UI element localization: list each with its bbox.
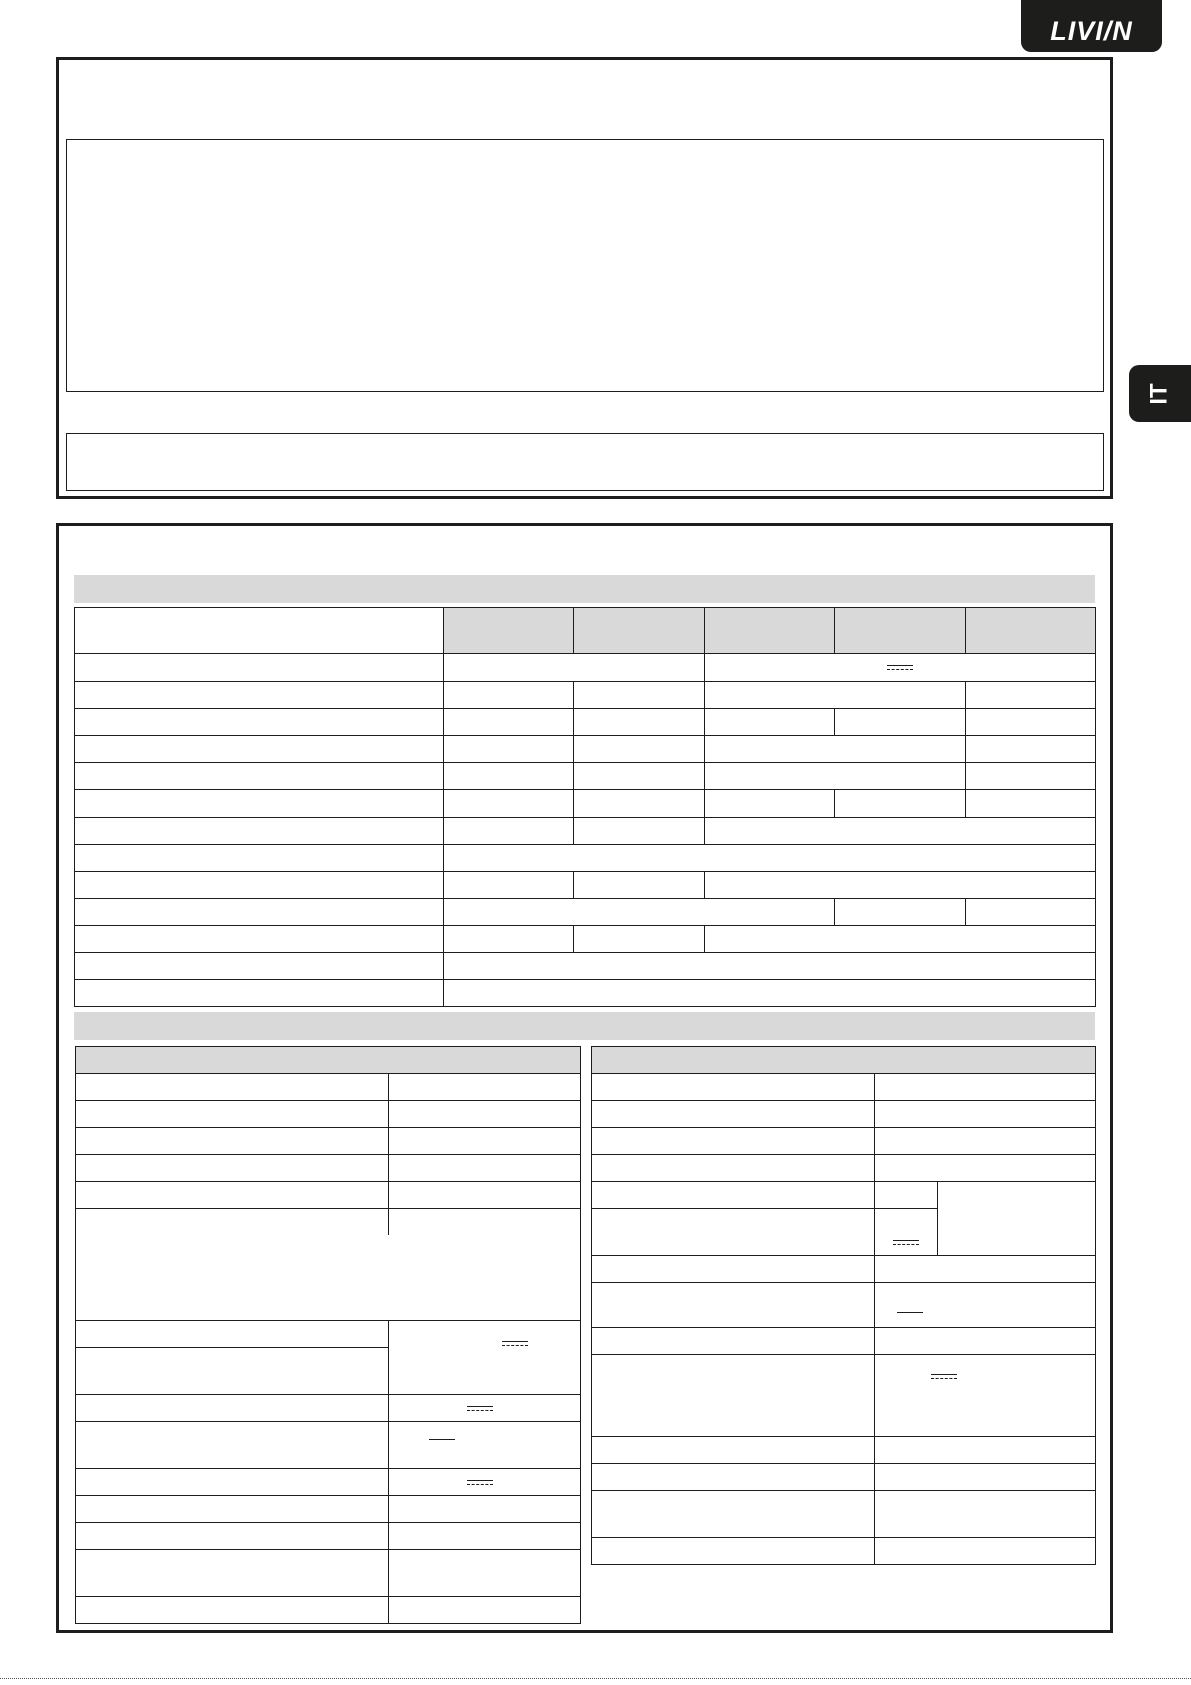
table-cell: [76, 1128, 389, 1155]
table-cell: [389, 1550, 581, 1597]
left-table-header: [76, 1047, 581, 1074]
table-row: [76, 1422, 581, 1469]
table-cell: [835, 709, 966, 736]
table-cell: [875, 1101, 1096, 1128]
table-cell: [705, 654, 1096, 682]
table-cell: [76, 1523, 389, 1550]
table-cell: [75, 682, 444, 709]
dc-current-icon: [893, 1240, 919, 1246]
table-row: [76, 1469, 581, 1496]
table-cell: [875, 1155, 1096, 1182]
table-row: [592, 1256, 1096, 1283]
table-row: [76, 1047, 581, 1074]
table-cell: [76, 1155, 389, 1182]
table-cell: [444, 818, 574, 845]
table-cell: [389, 1469, 581, 1496]
left-specs-table: [75, 1046, 581, 1624]
table-cell: [574, 709, 705, 736]
table-cell: [76, 1348, 389, 1395]
table-row: [592, 1328, 1096, 1355]
table-cell: [966, 790, 1096, 818]
table-row: [592, 1491, 1096, 1538]
table-row: [76, 1101, 581, 1128]
table-cell: [75, 709, 444, 736]
table-cell: [705, 790, 835, 818]
table-cell: [444, 899, 835, 926]
table-cell: [76, 1597, 389, 1624]
table-cell: [875, 1538, 1096, 1565]
table-cell: [389, 1101, 581, 1128]
table-row: [592, 1128, 1096, 1155]
table-cell: [389, 1523, 581, 1550]
table-cell: [76, 1550, 389, 1597]
table-row: [592, 1074, 1096, 1101]
table-cell: [574, 926, 705, 953]
upper-bottom-box: [66, 433, 1104, 491]
table-cell: [75, 736, 444, 763]
table-cell: [966, 709, 1096, 736]
table-cell: [444, 763, 574, 790]
table-cell: [75, 608, 444, 654]
table-cell: [592, 1256, 875, 1283]
table-cell: [574, 763, 705, 790]
dc-current-icon: [887, 665, 913, 671]
table-header-cell: [835, 608, 966, 654]
table-cell: [574, 682, 705, 709]
table-row: [75, 926, 1096, 953]
table-cell: [835, 899, 966, 926]
language-tab[interactable]: [1129, 365, 1191, 422]
table-cell: [875, 1328, 1096, 1355]
table-cell: [592, 1538, 875, 1565]
table-cell: [444, 682, 574, 709]
table-row: [75, 872, 1096, 899]
table-cell: [705, 926, 1096, 953]
table-row: [76, 1155, 581, 1182]
sub-section-header-bar: [74, 1012, 1095, 1040]
dc-current-icon: [467, 1480, 493, 1486]
table-row: [592, 1182, 1096, 1209]
table-header-cell: [574, 608, 705, 654]
table-cell: [444, 709, 574, 736]
table-cell: [592, 1491, 875, 1538]
table-cell: [76, 1209, 581, 1321]
table-cell: [76, 1101, 389, 1128]
table-cell: [389, 1496, 581, 1523]
table-cell: [76, 1182, 389, 1209]
table-cell: [76, 1422, 389, 1469]
dc-current-icon: [467, 1406, 493, 1412]
table-row: [75, 818, 1096, 845]
table-cell: [444, 790, 574, 818]
table-row: [76, 1321, 581, 1348]
table-cell: [389, 1182, 581, 1209]
table-cell: [592, 1283, 875, 1328]
table-cell: [875, 1182, 938, 1209]
table-cell: [875, 1209, 938, 1256]
dc-current-icon: [931, 1374, 957, 1380]
table-cell: [75, 872, 444, 899]
upper-inner-box: [66, 139, 1104, 392]
table-row: [75, 709, 1096, 736]
table-cell: [76, 1496, 389, 1523]
table-cell: [444, 872, 574, 899]
right-specs-table: [591, 1046, 1096, 1565]
table-row: [75, 736, 1096, 763]
brand-logo-tab: [1021, 0, 1162, 52]
specs-main-table: [74, 607, 1096, 1007]
table-cell: [592, 1328, 875, 1355]
table-cell: [75, 926, 444, 953]
right-table-header: [592, 1047, 1096, 1074]
table-row: [76, 1550, 581, 1597]
table-cell: [966, 899, 1096, 926]
table-row: [75, 682, 1096, 709]
table-cell: [592, 1155, 875, 1182]
table-row: [592, 1464, 1096, 1491]
table-row: [75, 608, 1096, 654]
table-row: [592, 1047, 1096, 1074]
table-row: [75, 953, 1096, 980]
ac-current-icon: [429, 1439, 455, 1444]
table-cell: [389, 1155, 581, 1182]
table-cell: [592, 1437, 875, 1464]
specs-section-header-bar: [74, 575, 1095, 603]
table-cell: [75, 654, 444, 682]
table-row: [75, 980, 1096, 1007]
table-row: [76, 1074, 581, 1101]
table-cell: [75, 818, 444, 845]
brand-logo-text: LIVI/N: [1050, 15, 1133, 46]
table-cell: [592, 1464, 875, 1491]
table-cell: [966, 763, 1096, 790]
table-cell: [835, 790, 966, 818]
table-cell: [389, 1321, 581, 1395]
table-cell: [592, 1209, 875, 1256]
table-cell: [592, 1182, 875, 1209]
table-cell: [875, 1074, 1096, 1101]
table-cell: [76, 1074, 389, 1101]
table-row: [75, 845, 1096, 872]
table-cell: [76, 1469, 389, 1496]
table-cell: [705, 872, 1096, 899]
table-cell: [76, 1395, 389, 1422]
table-cell: [389, 1597, 581, 1624]
table-row: [76, 1182, 581, 1209]
table-cell: [444, 953, 1096, 980]
table-row: [592, 1355, 1096, 1437]
table-row: [75, 790, 1096, 818]
table-cell: [444, 926, 574, 953]
table-cell: [574, 872, 705, 899]
table-cell: [705, 763, 966, 790]
table-row: [75, 654, 1096, 682]
table-cell: [875, 1355, 1096, 1437]
table-cell: [875, 1491, 1096, 1538]
table-cell: [389, 1395, 581, 1422]
table-row: [75, 763, 1096, 790]
table-cell: [75, 980, 444, 1007]
dc-current-icon: [502, 1341, 528, 1347]
table-row: [592, 1155, 1096, 1182]
table-row: [76, 1209, 581, 1321]
table-cell: [574, 736, 705, 763]
ac-current-icon: [897, 1312, 923, 1317]
table-cell: [705, 709, 835, 736]
table-header-cell: [966, 608, 1096, 654]
table-cell: [75, 953, 444, 980]
table-cell: [592, 1355, 875, 1437]
table-cell: [574, 790, 705, 818]
table-row: [76, 1496, 581, 1523]
table-cell: [444, 654, 705, 682]
table-cell: [875, 1256, 1096, 1283]
table-row: [592, 1283, 1096, 1328]
page-bottom-rule: [0, 1678, 1191, 1679]
table-cell: [592, 1101, 875, 1128]
table-cell: [592, 1128, 875, 1155]
table-header-cell: [705, 608, 835, 654]
table-cell: [938, 1182, 1096, 1256]
table-cell: [389, 1074, 581, 1101]
table-row: [75, 899, 1096, 926]
table-row: [592, 1101, 1096, 1128]
table-cell: [966, 682, 1096, 709]
table-cell: [76, 1321, 389, 1348]
table-cell: [75, 790, 444, 818]
table-cell: [444, 845, 1096, 872]
table-cell: [875, 1464, 1096, 1491]
table-row: [592, 1437, 1096, 1464]
table-cell: [705, 818, 1096, 845]
table-cell: [705, 682, 966, 709]
table-cell: [705, 736, 966, 763]
table-cell: [592, 1074, 875, 1101]
table-row: [76, 1523, 581, 1550]
table-cell: [444, 980, 1096, 1007]
table-cell: [574, 818, 705, 845]
table-row: [76, 1128, 581, 1155]
table-cell: [875, 1283, 1096, 1328]
table-cell: [75, 899, 444, 926]
table-cell: [444, 736, 574, 763]
table-cell: [75, 845, 444, 872]
table-cell: [875, 1437, 1096, 1464]
table-cell: [75, 763, 444, 790]
language-code: IT: [1145, 382, 1173, 405]
table-row: [76, 1395, 581, 1422]
table-cell: [389, 1128, 581, 1155]
table-row: [76, 1597, 581, 1624]
table-cell: [389, 1422, 581, 1469]
table-cell: [875, 1128, 1096, 1155]
table-row: [592, 1538, 1096, 1565]
table-header-cell: [444, 608, 574, 654]
table-cell: [966, 736, 1096, 763]
